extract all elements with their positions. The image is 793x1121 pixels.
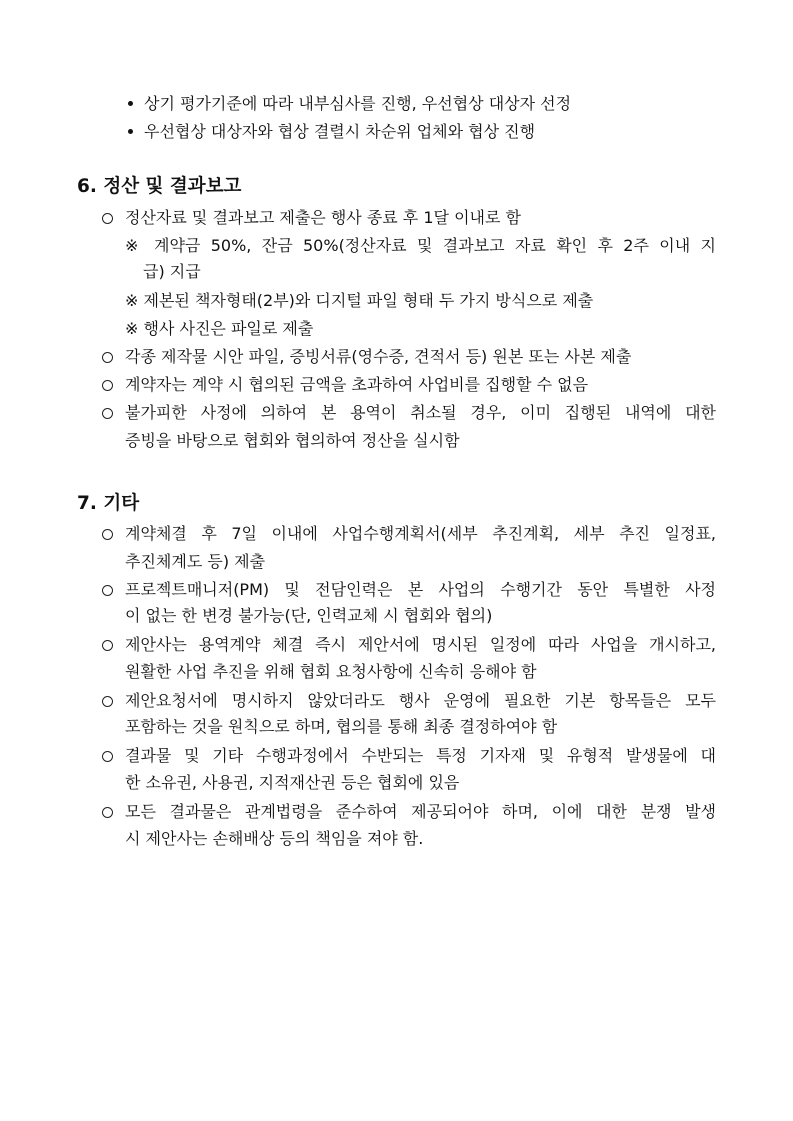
section-7-item-4-line-2: 포함하는 것을 원칙으로 하며, 협의를 통해 최종 결정하여야 함: [125, 717, 558, 736]
section-7-item-5-line-1: 결과물 및 기타 수행과정에서 수반되는 특정 기자재 및 유형적 발생물에 대: [125, 746, 716, 765]
circle-bullet: [102, 585, 113, 596]
section-7-item-6-line-2: 시 제안사는 손해배상 등의 책임을 져야 함.: [125, 829, 424, 848]
circle-bullet: [102, 807, 113, 818]
circle-bullet: [102, 213, 113, 224]
section-7-item-2-line-2: 이 없는 한 변경 불가능(단, 인력교체 시 협회와 협의): [125, 606, 493, 625]
section-7-heading: 7. 기타: [77, 493, 140, 514]
section-6-note-2: ※ 제본된 책자형태(2부)와 디지털 파일 형태 두 가지 방식으로 제출: [125, 291, 594, 310]
section-7-item-3-line-1: 제안사는 용역계약 체결 즉시 제안서에 명시된 일정에 따라 사업을 개시하고,: [125, 635, 716, 654]
section-6-heading: 6. 정산 및 결과보고: [77, 176, 242, 197]
section-6-note-3: ※ 행사 사진은 파일로 제출: [125, 319, 314, 338]
circle-bullet: [102, 640, 113, 651]
section-7-item-2-line-1: 프로젝트매니저(PM) 및 전담인력은 본 사업의 수행기간 동안 특별한 사정: [125, 580, 716, 599]
section-6-item-2: 각종 제작물 시안 파일, 증빙서류(영수증, 견적서 등) 원본 또는 사본 제출: [125, 347, 632, 366]
top-bullet-2: 우선협상 대상자와 협상 결렬시 차순위 업체와 협상 진행: [144, 122, 536, 141]
circle-bullet: [102, 408, 113, 419]
circle-bullet: [102, 751, 113, 762]
circle-bullet: [102, 352, 113, 363]
section-6-note-1-line-1: ※ 계약금 50%, 잔금 50%(정산자료 및 결과보고 자료 확인 후 2주 이내 지: [125, 236, 716, 255]
circle-bullet: [102, 380, 113, 391]
section-6-item-3: 계약자는 계약 시 협의된 금액을 초과하여 사업비를 집행할 수 없음: [125, 375, 589, 394]
section-7-item-3-line-2: 원활한 사업 추진을 위해 협회 요청사항에 신속히 응해야 함: [125, 662, 537, 681]
circle-bullet: [102, 696, 113, 707]
bullet-dot: [128, 101, 133, 106]
section-6-item-4-line-2: 증빙을 바탕으로 협회와 협의하여 정산을 실시함: [125, 431, 460, 450]
section-6-item-4-line-1: 불가피한 사정에 의하여 본 용역이 취소될 경우, 이미 집행된 내역에 대한: [125, 403, 716, 422]
section-6-note-1-line-2: 급) 지급: [143, 262, 201, 281]
section-7-item-6-line-1: 모든 결과물은 관계법령을 준수하여 제공되어야 하며, 이에 대한 분쟁 발생: [125, 802, 716, 821]
section-7-item-4-line-1: 제안요청서에 명시하지 않았더라도 행사 운영에 필요한 기본 항목들은 모두: [125, 691, 716, 710]
top-bullet-1: 상기 평가기준에 따라 내부심사를 진행, 우선협상 대상자 선정: [144, 94, 572, 113]
section-7-item-5-line-2: 한 소유권, 사용권, 지적재산권 등은 협회에 있음: [125, 773, 460, 792]
section-7-item-1-line-1: 계약체결 후 7일 이내에 사업수행계획서(세부 추진계획, 세부 추진 일정표,: [125, 524, 716, 543]
section-7-item-1-line-2: 추진체계도 등) 제출: [125, 552, 266, 571]
section-6-item-1: 정산자료 및 결과보고 제출은 행사 종료 후 1달 이내로 함: [125, 208, 521, 227]
circle-bullet: [102, 529, 113, 540]
bullet-dot: [128, 129, 133, 134]
